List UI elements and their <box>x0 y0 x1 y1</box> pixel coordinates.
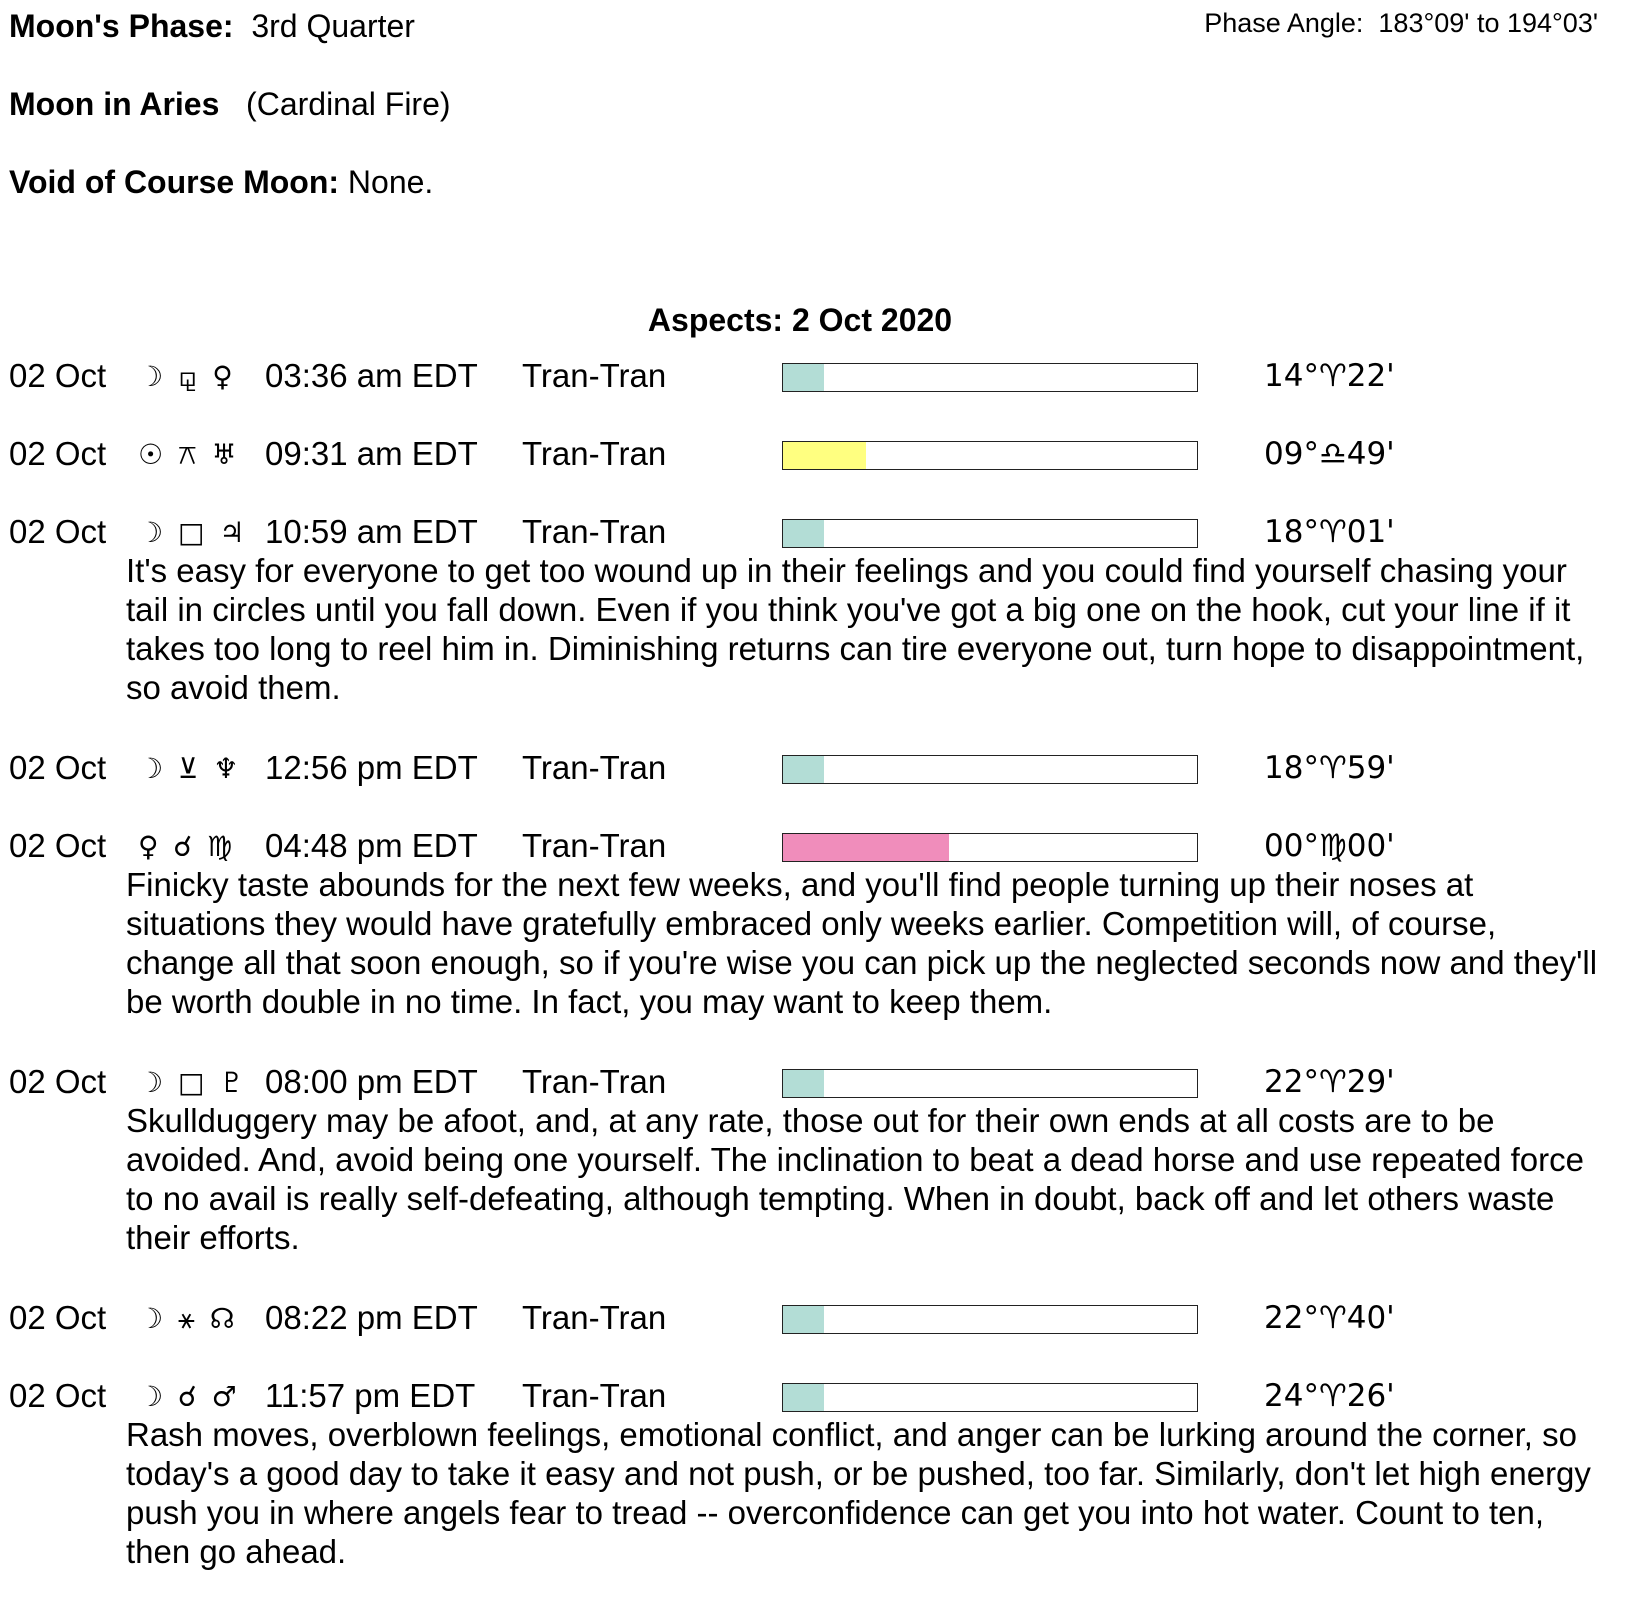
aspect-date: 02 Oct <box>9 1063 107 1100</box>
aspect-position: 09°♎49' <box>1264 436 1395 472</box>
aspect-list <box>0 357 1638 1613</box>
aspect-strength-bar <box>782 833 1198 862</box>
aspect-row <box>0 827 1638 863</box>
aspect-description: It's easy for everyone to get too wound up in their feelings and you could find yourself chasing your tail in circles until you fall down. Even if you think you've got a big one on the hook, cut your line if it takes too long to reel him in. Diminishing returns can tire everyone out, turn hope to disappointment, so avoid them. <box>126 552 1585 706</box>
aspect-strength-bar <box>782 1305 1198 1334</box>
aspect-time: 10:59 am EDT <box>265 513 478 550</box>
aspect-strength-bar <box>782 519 1198 548</box>
aspect-item <box>0 1377 1638 1571</box>
aspect-strength-fill <box>783 1384 824 1411</box>
aspect-strength-bar <box>782 441 1198 470</box>
aspect-date: 02 Oct <box>9 435 107 472</box>
aspect-item <box>0 1063 1638 1257</box>
aspect-row <box>0 1299 1638 1335</box>
aspect-item <box>0 1299 1638 1335</box>
aspect-position: 18°♈59' <box>1264 750 1395 786</box>
aspect-strength-bar <box>782 1069 1198 1098</box>
aspect-glyphs-icon: ☽ ⊻ ♆ <box>138 752 242 785</box>
phase-angle <box>1204 8 1598 39</box>
aspect-type: Tran-Tran <box>522 1063 667 1100</box>
aspect-date: 02 Oct <box>9 827 107 864</box>
aspect-position: 18°♈01' <box>1264 514 1395 550</box>
moon-phase-label: Moon's Phase: <box>9 8 234 44</box>
aspect-time: 08:22 pm EDT <box>265 1299 478 1336</box>
aspect-type: Tran-Tran <box>522 749 667 786</box>
aspect-type: Tran-Tran <box>522 357 667 394</box>
aspect-strength-bar <box>782 755 1198 784</box>
aspect-glyphs-icon: ☉ ⚻ ♅ <box>138 438 240 471</box>
moon-sign-line <box>9 86 451 123</box>
aspect-date: 02 Oct <box>9 749 107 786</box>
aspect-item <box>0 357 1638 393</box>
void-of-course-line <box>9 164 433 201</box>
aspect-item <box>0 827 1638 1021</box>
moon-sign-element: (Cardinal Fire) <box>246 86 451 122</box>
aspect-type: Tran-Tran <box>522 513 667 550</box>
aspect-strength-bar <box>782 363 1198 392</box>
aspect-time: 04:48 pm EDT <box>265 827 478 864</box>
aspect-glyphs-icon: ☽ ⚼ ♀ <box>138 360 236 393</box>
aspect-date: 02 Oct <box>9 357 107 394</box>
aspect-type: Tran-Tran <box>522 1299 667 1336</box>
aspect-position: 22°♈40' <box>1264 1300 1395 1336</box>
aspect-date: 02 Oct <box>9 1299 107 1336</box>
void-of-course-value: None. <box>347 164 434 200</box>
aspect-strength-fill <box>783 1070 824 1097</box>
aspect-strength-fill <box>783 756 824 783</box>
aspect-type: Tran-Tran <box>522 1377 667 1414</box>
void-of-course-label: Void of Course Moon: <box>9 164 340 200</box>
aspect-row <box>0 513 1638 549</box>
aspects-title: Aspects: 2 Oct 2020 <box>647 302 953 338</box>
phase-angle-label: Phase Angle: <box>1204 8 1364 38</box>
aspect-item <box>0 513 1638 707</box>
aspect-glyphs-icon: ☽ □ ♃ <box>138 516 248 549</box>
aspect-type: Tran-Tran <box>522 827 667 864</box>
aspect-date: 02 Oct <box>9 513 107 550</box>
aspect-row <box>0 749 1638 785</box>
aspect-row <box>0 435 1638 471</box>
aspect-item <box>0 749 1638 785</box>
aspect-strength-fill <box>783 364 824 391</box>
aspect-glyphs-icon: ☽ ⚹ ☊ <box>138 1302 238 1335</box>
aspect-date: 02 Oct <box>9 1377 107 1414</box>
aspect-type: Tran-Tran <box>522 435 667 472</box>
aspect-strength-fill <box>783 1306 824 1333</box>
aspect-description: Rash moves, overblown feelings, emotional conflict, and anger can be lurking around the corner, so today's a good day to take it easy and not push, or be pushed, too far. Similarly, don't let high energy push you in where angels fear to tread -- overconfidence can get you into hot water. Count to ten, then go ahead. <box>126 1416 1591 1570</box>
aspect-position: 00°♍00' <box>1264 828 1395 864</box>
aspect-strength-fill <box>783 834 949 861</box>
aspect-position: 24°♈26' <box>1264 1378 1395 1414</box>
aspect-item <box>0 435 1638 471</box>
aspect-strength-fill <box>783 520 824 547</box>
aspect-glyphs-icon: ☽ □ ♇ <box>138 1066 248 1099</box>
aspect-position: 22°♈29' <box>1264 1064 1395 1100</box>
aspect-position: 14°♈22' <box>1264 358 1395 394</box>
moon-sign-label: Moon in Aries <box>9 86 220 122</box>
aspect-row <box>0 1377 1638 1413</box>
aspect-time: 03:36 am EDT <box>265 357 478 394</box>
aspect-glyphs-icon: ☽ ☌ ♂ <box>138 1380 240 1413</box>
phase-angle-value: 183°09' to 194°03' <box>1378 8 1598 38</box>
aspect-time: 11:57 pm EDT <box>265 1377 476 1414</box>
aspect-strength-bar <box>782 1383 1198 1412</box>
aspect-strength-fill <box>783 442 866 469</box>
aspect-glyphs-icon: ♀ ☌ ♍ <box>138 830 236 863</box>
aspect-time: 08:00 pm EDT <box>265 1063 478 1100</box>
moon-phase-value: 3rd Quarter <box>251 8 415 44</box>
aspect-description: Skullduggery may be afoot, and, at any rate, those out for their own ends at all costs are to be avoided. And, avoid being one yourself. The inclination to beat a dead horse and use repeated force to no avail is really self-defeating, although tempting. When in doubt, back off and let others waste their efforts. <box>126 1102 1584 1256</box>
moon-phase-line <box>9 8 415 45</box>
aspect-description: Finicky taste abounds for the next few weeks, and you'll find people turning up their noses at situations they would have gratefully embraced only weeks earlier. Competition will, of course, change all that soon enough, so if you're wise you can pick up the neglected seconds now and they'll be worth double in no time. In fact, you may want to keep them. <box>126 866 1598 1020</box>
aspect-time: 12:56 pm EDT <box>265 749 478 786</box>
aspect-row <box>0 357 1638 393</box>
aspect-row <box>0 1063 1638 1099</box>
aspect-time: 09:31 am EDT <box>265 435 478 472</box>
